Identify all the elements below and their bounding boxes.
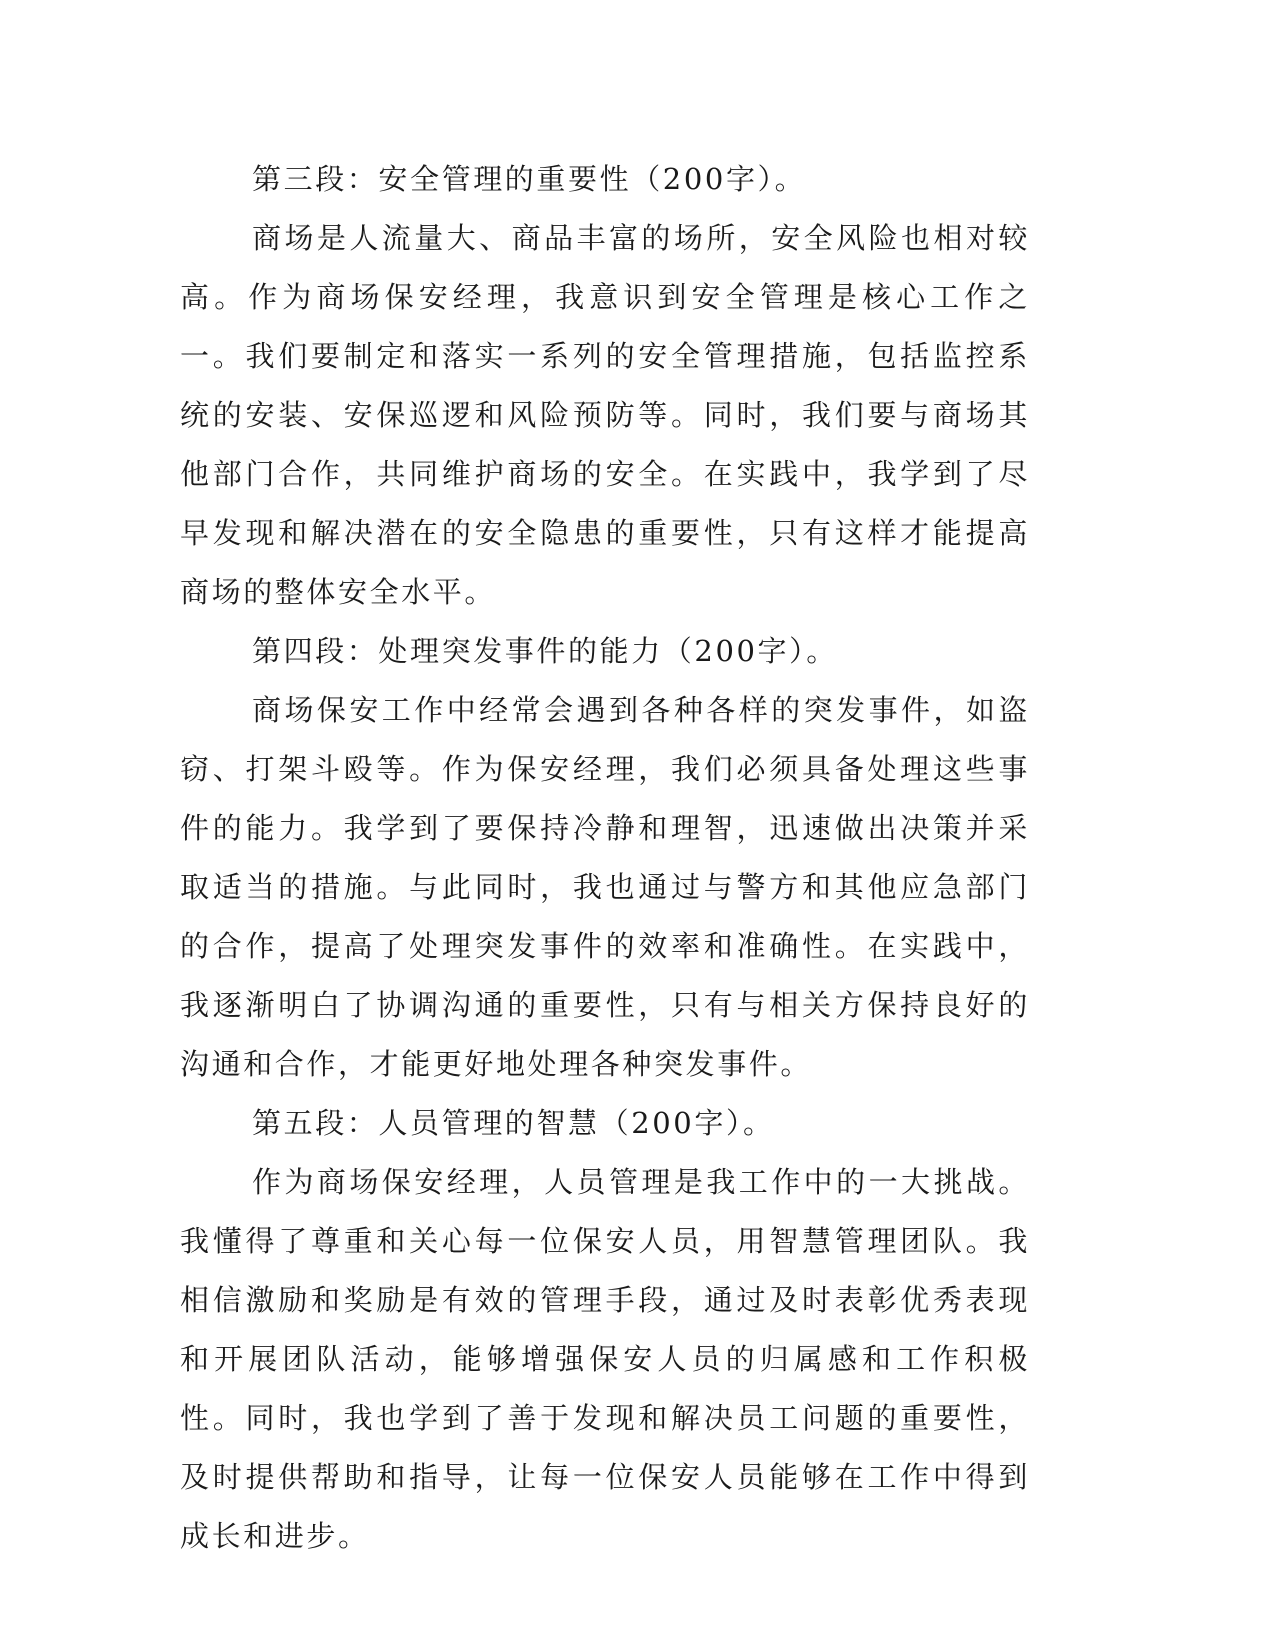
section-3-heading: 第三段：安全管理的重要性（200字）。 [252,162,807,196]
section-5-heading: 第五段：人员管理的智慧（200字）。 [252,1106,775,1140]
section-3-body: 商场是人流量大、商品丰富的场所，安全风险也相对较高。作为商场保安经理，我意识到安全管理是核心工作之一。我们要制定和落实一系列的安全管理措施，包括监控系统的安装、安保巡逻和风险预防等。同时，我们要与商场其他部门合作，共同维护商场的安全。在实践中，我学到了尽早发现和解决潜在的安全隐患的重要性，只有这样才能提高商场的整体安全水平。 [180,221,1030,609]
document-page [180,150,1030,1566]
section-4-heading: 第四段：处理突发事件的能力（200字）。 [252,634,838,668]
section-5-body: 作为商场保安经理，人员管理是我工作中的一大挑战。我懂得了尊重和关心每一位保安人员，用智慧管理团队。我相信激励和奖励是有效的管理手段，通过及时表彰优秀表现和开展团队活动，能够增强保安人员的归属感和工作积极性。同时，我也学到了善于发现和解决员工问题的重要性，及时提供帮助和指导，让每一位保安人员能够在工作中得到成长和进步。 [180,1165,1030,1553]
section-4-body: 商场保安工作中经常会遇到各种各样的突发事件，如盗窃、打架斗殴等。作为保安经理，我们必须具备处理这些事件的能力。我学到了要保持冷静和理智，迅速做出决策并采取适当的措施。与此同时，我也通过与警方和其他应急部门的合作，提高了处理突发事件的效率和准确性。在实践中，我逐渐明白了协调沟通的重要性，只有与相关方保持良好的沟通和合作，才能更好地处理各种突发事件。 [180,693,1030,1081]
